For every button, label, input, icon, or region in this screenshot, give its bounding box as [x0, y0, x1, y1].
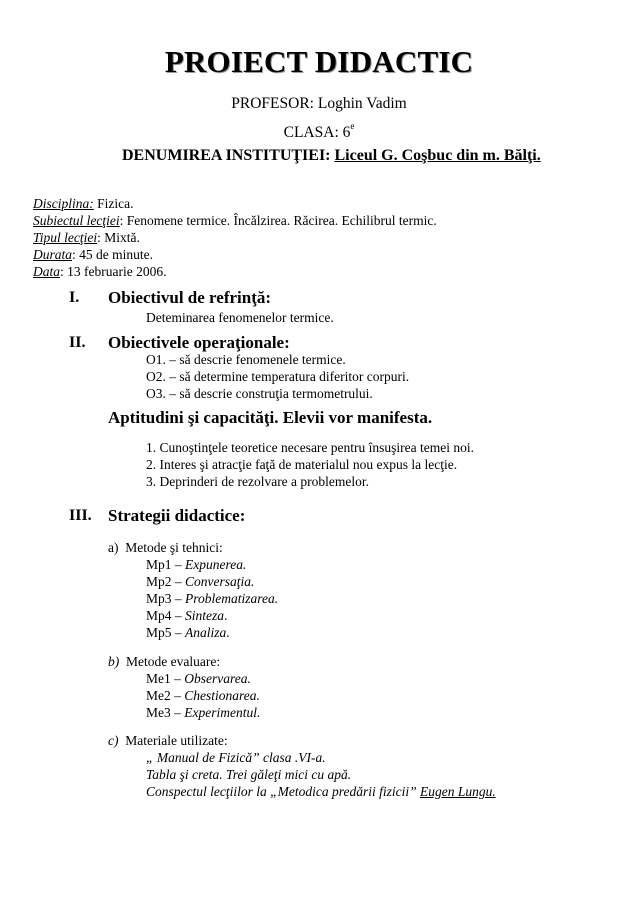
info-label: Disciplina:: [33, 196, 94, 211]
clasa-line: [0, 121, 638, 142]
method-name: Problematizarea.: [185, 591, 279, 606]
institution-label: DENUMIREA INSTITUŢIEI:: [122, 147, 331, 164]
method-tail: .: [224, 608, 228, 623]
info-value: : 13 februarie 2006.: [60, 264, 167, 279]
method-code: Mp3 –: [146, 591, 186, 606]
info-value: : 45 de minute.: [72, 247, 154, 262]
evaluation-title: Metode evaluare:: [126, 654, 221, 669]
aptitude-item: 3. Deprinderi de rezolvare a problemelor.: [146, 474, 370, 489]
info-label: Subiectul lecţiei: [33, 213, 120, 228]
material-item: „ Manual de Fizică” clasa .VI-a.: [146, 750, 326, 765]
method-item: [146, 591, 278, 607]
list-marker: a): [108, 540, 119, 555]
section-1-number: I.: [69, 289, 80, 306]
materials-title: Materiale utilizate:: [125, 733, 228, 748]
institution-line: [122, 147, 541, 165]
objective-item: O1. – să descrie fenomenele termice.: [146, 352, 346, 367]
aptitudes-title: Aptitudini şi capacităţi. Elevii vor manifesta.: [108, 408, 433, 427]
section-2-number: II.: [69, 334, 86, 351]
aptitude-item: 1. Cunoştinţele teoretice necesare pentru însuşirea temei noi.: [146, 440, 475, 455]
method-name: Analiza: [185, 625, 227, 640]
method-name: Conversaţia.: [185, 574, 255, 589]
method-name: Sinteza: [185, 608, 225, 623]
section-1-text: Deteminarea fenomenelor termice.: [146, 310, 334, 325]
method-item: [146, 608, 227, 624]
objective-item: O3. – să descrie construţia termometrului.: [146, 386, 373, 401]
evaluation-code: Me2 –: [146, 688, 185, 703]
evaluation-name: Observarea.: [184, 671, 251, 686]
material-item: Tabla şi creta. Trei găleţi mici cu apă.: [146, 767, 352, 782]
material-item: [146, 784, 496, 800]
evaluation-name: Chestionarea.: [184, 688, 260, 703]
material-text: Conspectul lecţiilor la „Metodica predării fizicii”: [146, 784, 420, 799]
info-durata: [33, 247, 153, 263]
method-name: Expunerea.: [185, 557, 247, 572]
info-label: Tipul lecţiei: [33, 230, 98, 245]
section-1-title: Obiectivul de refrinţă:: [108, 288, 272, 307]
info-label: Durata: [33, 247, 73, 262]
evaluation-item: [146, 671, 251, 687]
info-value: : Mixtă.: [97, 230, 140, 245]
method-item: [146, 574, 254, 590]
method-code: Mp1 –: [146, 557, 186, 572]
info-label: Data: [33, 264, 60, 279]
evaluation-name: Experimentul.: [184, 705, 261, 720]
materials-heading: [108, 733, 228, 749]
evaluation-code: Me1 –: [146, 671, 185, 686]
section-3-number: III.: [69, 507, 92, 524]
info-value: Fizica.: [93, 196, 134, 211]
methods-title: Metode şi tehnici:: [125, 540, 223, 555]
evaluation-item: [146, 688, 260, 704]
list-marker: b): [108, 654, 120, 669]
aptitude-item: 2. Interes şi atracţie faţă de materialul nou expus la lecţie.: [146, 457, 458, 472]
info-data: [33, 264, 166, 280]
method-code: Mp2 –: [146, 574, 186, 589]
section-2-title: Obiectivele operaţionale:: [108, 333, 290, 352]
method-tail: .: [226, 625, 230, 640]
clasa-superscript: e: [350, 121, 355, 131]
methods-heading: [108, 540, 223, 556]
info-value: : Fenomene termice. Încălzirea. Răcirea. Echilibrul termic.: [119, 213, 437, 228]
method-item: [146, 625, 230, 641]
info-subiect: [33, 213, 437, 229]
institution-value: Liceul G. Coşbuc din m. Bălţi.: [334, 147, 541, 164]
section-3-title: Strategii didactice:: [108, 506, 246, 525]
method-code: Mp4 –: [146, 608, 186, 623]
list-marker: c): [108, 733, 119, 748]
objective-item: O2. – să determine temperatura diferitor corpuri.: [146, 369, 410, 384]
method-code: Mp5 –: [146, 625, 186, 640]
method-item: [146, 557, 246, 573]
info-disciplina: [33, 196, 134, 212]
material-author: Eugen Lungu.: [419, 784, 496, 799]
info-tip: [33, 230, 140, 246]
page-title: PROIECT DIDACTIC: [164, 44, 474, 79]
profesor-line: PROFESOR: Loghin Vadim: [231, 95, 407, 112]
evaluation-code: Me3 –: [146, 705, 185, 720]
clasa-text: CLASA: 6: [283, 124, 351, 141]
evaluation-heading: [108, 654, 220, 670]
evaluation-item: [146, 705, 260, 721]
